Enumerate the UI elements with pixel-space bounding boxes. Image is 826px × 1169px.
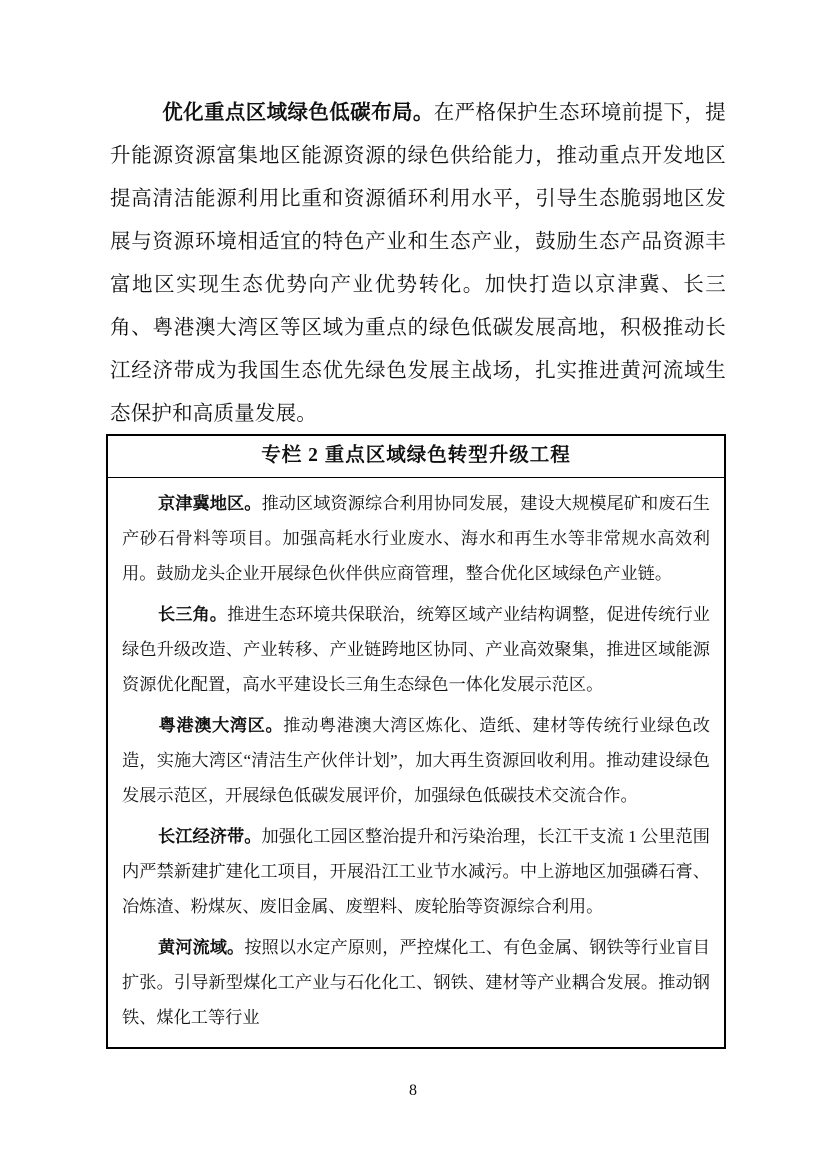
item-lead: 长江经济带。 <box>158 827 262 846</box>
item-text: 推动区域资源综合利用协同发展，建设大规模尾矿和废石生产砂石骨料等项目。加强高耗水行业废水、海水和再生水等非常规水高效利用。鼓励龙头企业开展绿色伙伴供应商管理，整合优化区域绿色产业链。 <box>122 494 710 583</box>
paragraph-optimize-layout <box>110 92 726 436</box>
list-item <box>122 819 710 924</box>
feature-box <box>106 434 726 1049</box>
list-item <box>122 597 710 702</box>
main-paragraph-block <box>110 92 726 436</box>
paragraph-lead: 优化重点区域绿色低碳布局。 <box>162 102 434 124</box>
feature-box-body <box>108 478 724 1047</box>
list-item <box>122 486 710 591</box>
item-text: 推进生态环境共保联治，统筹区域产业结构调整，促进传统行业绿色升级改造、产业转移、产业链跨地区协同、产业高效聚集，推进区域能源资源优化配置，高水平建设长三角生态绿色一体化发展示范区。 <box>122 605 710 694</box>
list-item <box>122 930 710 1035</box>
list-item <box>122 708 710 813</box>
item-text: 加强化工园区整治提升和污染治理，长江干支流 1 公里范围内严禁新建扩建化工项目，开展沿江工业节水减污。中上游地区加强磷石膏、冶炼渣、粉煤灰、废旧金属、废塑料、废轮胎等资源综合利用。 <box>122 827 710 916</box>
item-lead: 粤港澳大湾区。 <box>158 716 284 735</box>
item-text: 按照以水定产原则，严控煤化工、有色金属、钢铁等行业盲目扩张。引导新型煤化工产业与石化化工、钢铁、建材等产业耦合发展。推动钢铁、煤化工等行业 <box>122 938 710 1027</box>
item-lead: 黄河流域。 <box>158 938 245 957</box>
item-lead: 京津冀地区。 <box>158 494 262 513</box>
feature-box-wrapper <box>106 434 726 1049</box>
item-lead: 长三角。 <box>158 605 228 624</box>
feature-box-title: 专栏 2 重点区域绿色转型升级工程 <box>108 436 724 478</box>
page-number: 8 <box>409 1082 417 1099</box>
paragraph-body: 在严格保护生态环境前提下，提升能源资源富集地区能源资源的绿色供给能力，推动重点开发地区提高清洁能源利用比重和资源循环利用水平，引导生态脆弱地区发展与资源环境相适宜的特色产业和生态产业，鼓励生态产品资源丰富地区实现生态优势向产业优势转化。加快打造以京津冀、长三角、粤港澳大湾区等区域为重点的绿色低碳发展高地，积极推动长江经济带成为我国生态优先绿色发展主战场，扎实推进黄河流域生态保护和高质量发展。 <box>110 102 726 425</box>
item-text: 推动粤港澳大湾区炼化、造纸、建材等传统行业绿色改造，实施大湾区“清洁生产伙伴计划”，加大再生资源回收利用。推动建设绿色发展示范区，开展绿色低碳发展评价，加强绿色低碳技术交流合作。 <box>122 716 710 805</box>
